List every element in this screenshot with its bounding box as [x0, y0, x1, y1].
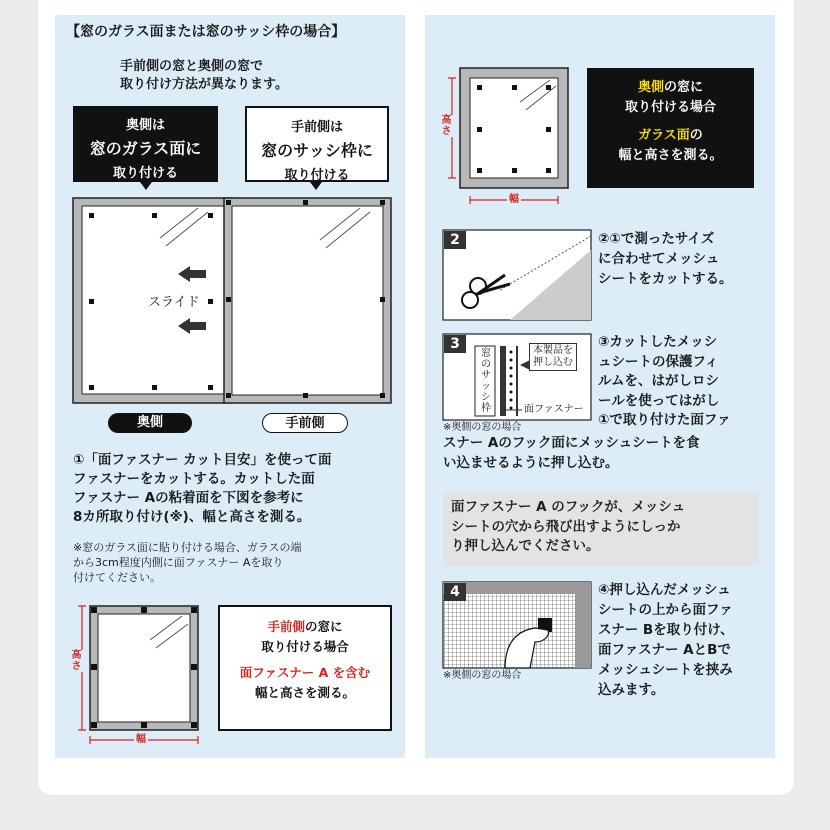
step3-text-full: スナー Aのフック面にメッシュシートを食 い込ませるように押し込む。	[443, 435, 700, 471]
left-title: 【窓のガラス面または窓のサッシ枠の場合】	[66, 24, 346, 40]
slide-label: スライド	[148, 295, 200, 310]
step2-text: ②①で測ったサイズ に合わせてメッシュ シートをカットする。	[598, 231, 733, 287]
step2-number: 2	[444, 231, 466, 249]
front-label: 手前側	[262, 413, 348, 433]
back-measure-rest1: の窓に	[664, 80, 704, 95]
front-measure-rest1: の窓に	[305, 619, 343, 634]
step3-sash-label: 窓のサッシ枠	[481, 348, 491, 414]
back-width-label: 幅	[509, 194, 519, 205]
back-height-label: 高さ	[441, 115, 452, 137]
step1-note: ※窓のガラス面に貼り付ける場合、ガラスの端 から3cm程度内側に面ファスナー Aを取り 付けてください。	[73, 541, 302, 584]
hook-note: 面ファスナー A のフックが、メッシュ シートの穴から飛び出すようにしっか り押し込んでください。	[443, 492, 759, 566]
front-measure-line2: 取り付ける場合	[261, 639, 349, 654]
step4-number: 4	[444, 583, 466, 601]
step4-caption: ※奥側の窓の場合	[443, 670, 522, 681]
front-width-label: 幅	[136, 734, 146, 745]
back-measure-line4: 幅と高さを測る。	[618, 148, 723, 163]
front-measure-red3: 面ファスナー A を含む	[239, 665, 371, 680]
front-measure-red1: 手前側	[267, 619, 305, 634]
back-label: 奥側	[108, 413, 192, 433]
step3-number: 3	[444, 335, 466, 353]
back-measure-rest3: の	[689, 128, 703, 143]
left-intro: 手前側の窓と奥側の窓で 取り付け方法が異なります。	[120, 59, 288, 92]
front-measure-line4: 幅と高さを測る。	[254, 685, 355, 700]
step3-push-label: 本製品を 押し込む	[529, 343, 577, 371]
front-height-label: 高さ	[71, 650, 82, 672]
step1-text: ①「面ファスナー カット目安」を使って面 ファスナーをカットする。カットした面 ファスナー Aの粘着面を下図を参考に 8カ所取り付け(※)、幅と高さを測る。	[73, 452, 332, 525]
back-callout-line2: 窓のガラス面に	[89, 139, 202, 158]
step3-fastener-label: 面ファスナー	[524, 404, 584, 415]
step3-caption: ※奥側の窓の場合	[443, 422, 522, 433]
back-measure-line2: 取り付ける場合	[624, 100, 716, 115]
back-callout-line1: 奥側は	[125, 118, 165, 133]
back-measure-yellow3: ガラス面	[638, 128, 690, 143]
front-callout-line1: 手前側は	[290, 120, 343, 135]
back-callout-line3: 取り付ける	[112, 166, 178, 181]
front-callout-line3: 取り付ける	[284, 168, 350, 183]
back-measure-yellow1: 奥側	[637, 80, 664, 95]
step4-text: ④押し込んだメッシュ シートの上から面ファ スナー Bを取り付け、 面ファスナー AとBで メッシュシートを挟み 込みます。	[598, 582, 734, 698]
front-callout-line2: 窓のサッシ枠に	[261, 141, 373, 160]
step3-text-side: ③カットしたメッシ ュシートの保護フィ ルムを、はがしロシ ールを使ってはがし ①で取り付けた面ファ	[598, 334, 731, 428]
